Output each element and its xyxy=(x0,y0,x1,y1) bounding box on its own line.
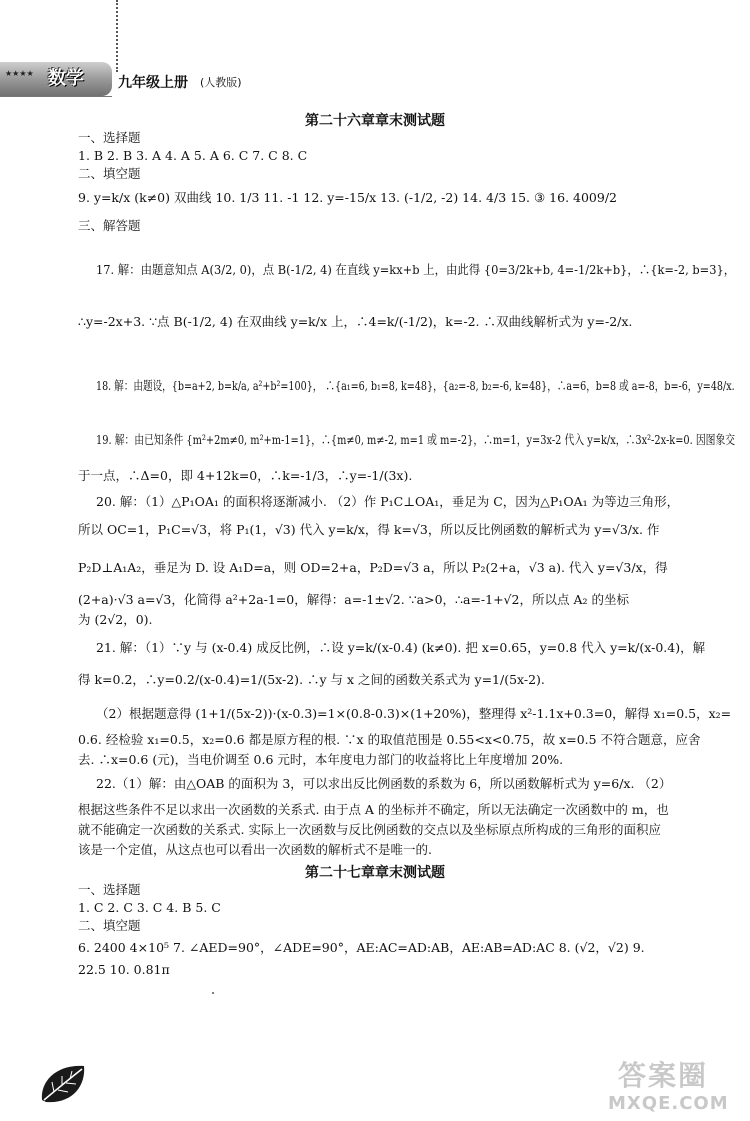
subject-label: 数学 xyxy=(48,68,84,89)
answer-line: 根据这些条件不足以求出一次函数的关系式. 由于点 A 的坐标并不确定，所以无法确定一次函数中的 m，也 xyxy=(78,802,669,817)
answer-line: 22.5 10. 0.81π xyxy=(78,962,170,977)
chapter-27-title: 第二十七章章末测试题 xyxy=(305,865,445,881)
answer-line: ∴y=-2x+3. ∵点 B(-1/2, 4) 在双曲线 y=k/x 上，∴4=k/(-1/2)，k=-2. ∴双曲线解析式为 y=-2/x. xyxy=(78,314,633,329)
section-heading: 一、选择题 xyxy=(78,130,141,145)
answer-line: 得 k=0.2，∴y=0.2/(x-0.4)=1/(5x-2). ∴y 与 x 之间的函数关系式为 y=1/(5x-2). xyxy=(78,672,545,687)
answer-line: 9. y=k/x (k≠0) 双曲线 10. 1/3 11. -1 12. y=-15/x 13. (-1/2, -2) 14. 4/3 15. ③ 16. 4009/2 xyxy=(78,190,617,205)
answer-line: 为 (2√2，0). xyxy=(78,612,153,627)
leaf-icon xyxy=(36,1060,92,1108)
stray-dot xyxy=(212,992,214,994)
answer-line: P₂D⊥A₁A₂，垂足为 D. 设 A₁D=a，则 OD=2+a，P₂D=√3 a，所以 P₂(2+a，√3 a). 代入 y=√3/x，得 xyxy=(78,560,668,575)
answer-line: 于一点，∴Δ=0，即 4+12k=0，∴k=-1/3，∴y=-1/(3x). xyxy=(78,468,413,483)
answer-line: 所以 OC=1，P₁C=√3，将 P₁(1，√3) 代入 y=k/x，得 k=√3，所以反比例函数的解析式为 y=√3/x. 作 xyxy=(78,522,660,537)
grade-label: 九年级上册 xyxy=(118,75,188,91)
edition-label: (人教版) xyxy=(200,76,242,89)
answer-line: 6. 2400 4×10⁵ 7. ∠AED=90°，∠ADE=90°，AE:AC=AD:AB，AE:AB=AD:AC 8. (√2，√2) 9. xyxy=(78,940,645,955)
binding-dotted-line xyxy=(116,0,118,72)
section-heading: 二、填空题 xyxy=(78,166,141,181)
answer-line: （2）根据题意得 (1+1/(5x-2))·(x-0.3)=1×(0.8-0.3)×(1+20%)，整理得 x²-1.1x+0.3=0，解得 x₁=0.5，x₂= xyxy=(96,706,732,721)
answer-line: 该是一个定值，从这点也可以看出一次函数的解析式不是唯一的. xyxy=(78,842,432,857)
answer-line: 22.（1）解：由△OAB 的面积为 3，可以求出反比例函数的系数为 6，所以函数解析式为 y=6/x. （2） xyxy=(96,776,672,791)
answer-line: 就不能确定一次函数的关系式. 实际上一次函数与反比例函数的交点以及坐标原点所构成的三角形的面积应 xyxy=(78,822,661,837)
answer-line: 1. C 2. C 3. C 4. B 5. C xyxy=(78,900,221,915)
watermark-url-text: MXQE.COM xyxy=(608,1093,729,1114)
answer-line: 去. ∴x=0.6 (元)，当电价调至 0.6 元时，本年度电力部门的收益将比上年度增加 20%. xyxy=(78,752,564,767)
difficulty-stars-icon: ★★★★ xyxy=(5,69,34,78)
answer-line: (2+a)·√3 a=√3，化简得 a²+2a-1=0，解得：a=-1±√2. ∵a>0，∴a=-1+√2，所以点 A₂ 的坐标 xyxy=(78,592,629,607)
watermark-logo-text: 答案圈 xyxy=(618,1059,709,1092)
answer-line: 20. 解：（1）△P₁OA₁ 的面积将逐渐减小. （2）作 P₁C⊥OA₁，垂足为 C，因为△P₁OA₁ 为等边三角形， xyxy=(96,494,680,509)
section-heading: 二、填空题 xyxy=(78,918,141,933)
answer-line: 18. 解：由题设，{b=a+2, b=k/a, a²+b²=100}， ∴{a₁=6, b₁=8, k=48}，{a₂=-8, b₂=-6, k=48}，∴a=6，b=8 或 a=-8，b=-6，y=48/x. xyxy=(96,378,735,393)
section-heading: 三、解答题 xyxy=(78,218,141,233)
chapter-26-title: 第二十六章章末测试题 xyxy=(305,113,445,129)
section-heading: 一、选择题 xyxy=(78,882,141,897)
answer-line: 19. 解：由已知条件 {m²+2m≠0, m²+m-1=1}，∴{m≠0, m≠-2, m=1 或 m=-2}，∴m=1，y=3x-2 代入 y=k/x，∴3x²-2x-k=0. 因图象交 xyxy=(96,432,736,447)
answer-line: 0.6. 经检验 x₁=0.5，x₂=0.6 都是原方程的根. ∵x 的取值范围是 0.55<x<0.75，故 x=0.5 不符合题意，应舍 xyxy=(78,732,701,747)
header-rule xyxy=(0,96,112,97)
answer-line: 17. 解：由题意知点 A(3/2, 0)，点 B(-1/2, 4) 在直线 y=kx+b 上，由此得 {0=3/2k+b, 4=-1/2k+b}，∴{k=-2, b=3}， xyxy=(96,262,736,277)
answer-line: 21. 解：（1）∵y 与 (x-0.4) 成反比例，∴设 y=k/(x-0.4) (k≠0). 把 x=0.65，y=0.8 代入 y=k/(x-0.4)，解 xyxy=(96,640,706,655)
answer-line: 1. B 2. B 3. A 4. A 5. A 6. C 7. C 8. C xyxy=(78,148,308,163)
